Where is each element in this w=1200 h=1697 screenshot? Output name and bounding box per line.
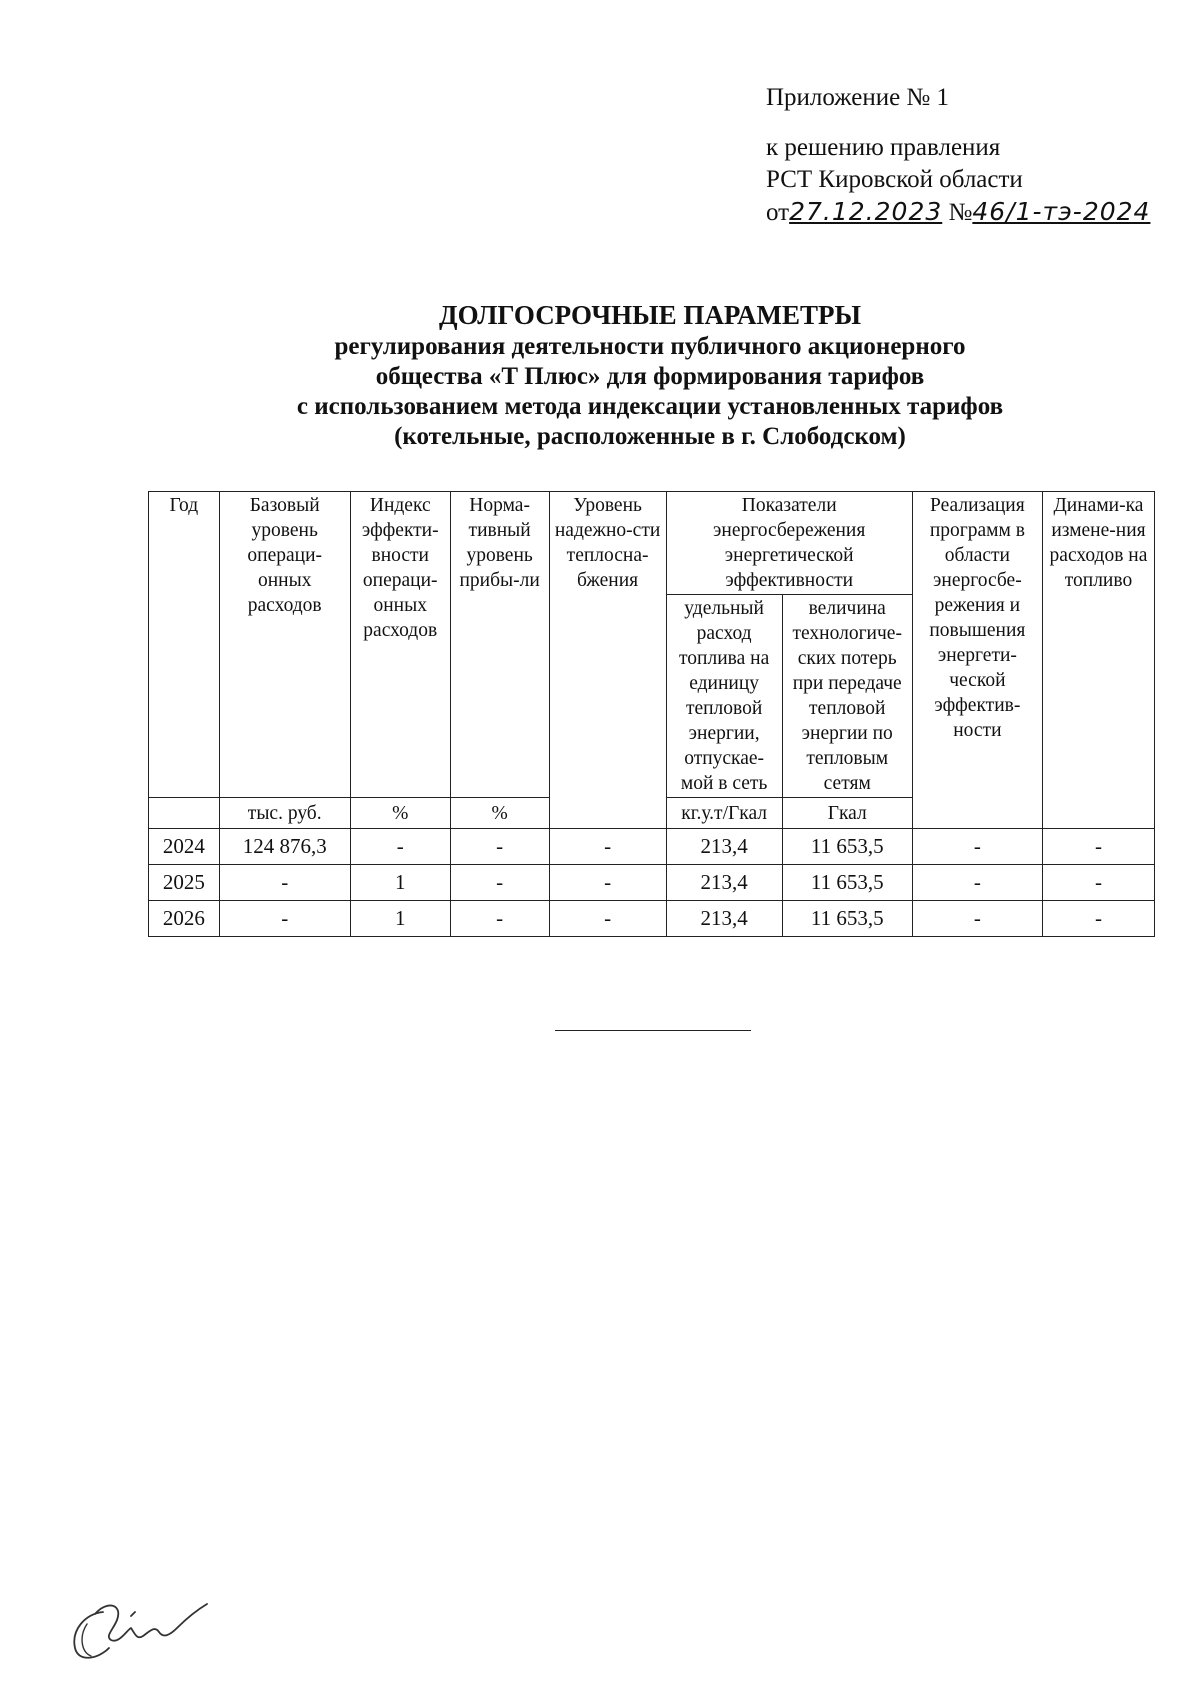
- header-row-1: [149, 492, 1155, 595]
- table-row: [149, 865, 1155, 901]
- cell-year: 2025: [149, 865, 220, 901]
- cell-fuel-rate: 213,4: [666, 865, 782, 901]
- cell-losses: 11 653,5: [782, 865, 912, 901]
- header-profit-level: Норма-тивный уровень прибы-ли: [450, 492, 549, 798]
- cell-efficiency-index: 1: [350, 865, 450, 901]
- cell-efficiency-index: 1: [350, 901, 450, 937]
- title-line-1: регулирования деятельности публичного акционерного: [334, 333, 966, 360]
- header-reliability: Уровень надежно-сти теплосна-бжения: [549, 492, 666, 829]
- cell-fuel-dynamics: -: [1042, 865, 1154, 901]
- signature-image: [65, 1590, 245, 1670]
- cell-fuel-rate: 213,4: [666, 901, 782, 937]
- cell-programs: -: [912, 901, 1042, 937]
- cell-year: 2024: [149, 829, 220, 865]
- header-programs: Реализация программ в области энергосбе-режения и повышения энергети-ческой эффектив-ности: [912, 492, 1042, 829]
- end-rule: [555, 1030, 751, 1031]
- handwritten-decision-number: 46/1-тэ-2024: [972, 197, 1151, 226]
- cell-profit-level: -: [450, 865, 549, 901]
- title-line-4: (котельные, расположенные в г. Слободском): [394, 423, 906, 450]
- unit-year: [149, 798, 220, 829]
- cell-base-level: -: [219, 901, 350, 937]
- header-energy-saving: Показатели энергосбережения энергетической эффективности: [666, 492, 912, 595]
- title-line-3: с использованием метода индексации установленных тарифов: [296, 393, 1004, 420]
- cell-reliability: -: [549, 829, 666, 865]
- cell-efficiency-index: -: [350, 829, 450, 865]
- cell-losses: 11 653,5: [782, 829, 912, 865]
- unit-base-level: тыс. руб.: [219, 798, 350, 829]
- handwritten-date: 27.12.2023: [789, 197, 943, 226]
- cell-reliability: -: [549, 865, 666, 901]
- header-fuel-rate: удельный расход топлива на единицу тепловой энергии, отпускае-мой в сеть: [666, 595, 782, 798]
- cell-base-level: 124 876,3: [219, 829, 350, 865]
- header-base-level: Базовый уровень операци-онных расходов: [219, 492, 350, 798]
- cell-base-level: -: [219, 865, 350, 901]
- cell-programs: -: [912, 829, 1042, 865]
- title-main: ДОЛГОСРОЧНЫЕ ПАРАМЕТРЫ: [439, 300, 861, 330]
- cell-losses: 11 653,5: [782, 901, 912, 937]
- title-line-2: общества «Т Плюс» для формирования тарифов: [375, 363, 925, 390]
- table-row: [149, 901, 1155, 937]
- cell-fuel-dynamics: -: [1042, 829, 1154, 865]
- header-year: Год: [149, 492, 220, 798]
- table-row: [149, 829, 1155, 865]
- number-prefix: №: [948, 199, 973, 226]
- cell-fuel-dynamics: -: [1042, 901, 1154, 937]
- document-title: [160, 300, 1140, 452]
- appendix-line-authority: РСТ Кировской области: [766, 166, 1023, 193]
- unit-fuel-rate: кг.у.т/Гкал: [666, 798, 782, 829]
- appendix-number: Приложение № 1: [766, 84, 950, 111]
- appendix-line-decision: к решению правления: [766, 134, 1001, 161]
- cell-profit-level: -: [450, 901, 549, 937]
- cell-year: 2026: [149, 901, 220, 937]
- date-prefix: от: [766, 199, 790, 226]
- unit-efficiency-index: %: [350, 798, 450, 829]
- unit-profit-level: %: [450, 798, 549, 829]
- appendix-header: [766, 82, 1150, 229]
- cell-profit-level: -: [450, 829, 549, 865]
- header-efficiency-index: Индекс эффекти-вности операци-онных расходов: [350, 492, 450, 798]
- parameters-table: [148, 491, 1155, 937]
- cell-fuel-rate: 213,4: [666, 829, 782, 865]
- cell-reliability: -: [549, 901, 666, 937]
- header-losses: величина технологиче-ских потерь при передаче тепловой энергии по тепловым сетям: [782, 595, 912, 798]
- unit-losses: Гкал: [782, 798, 912, 829]
- cell-programs: -: [912, 865, 1042, 901]
- appendix-line-date: [766, 196, 1150, 229]
- header-fuel-dynamics: Динами-ка измене-ния расходов на топливо: [1042, 492, 1154, 829]
